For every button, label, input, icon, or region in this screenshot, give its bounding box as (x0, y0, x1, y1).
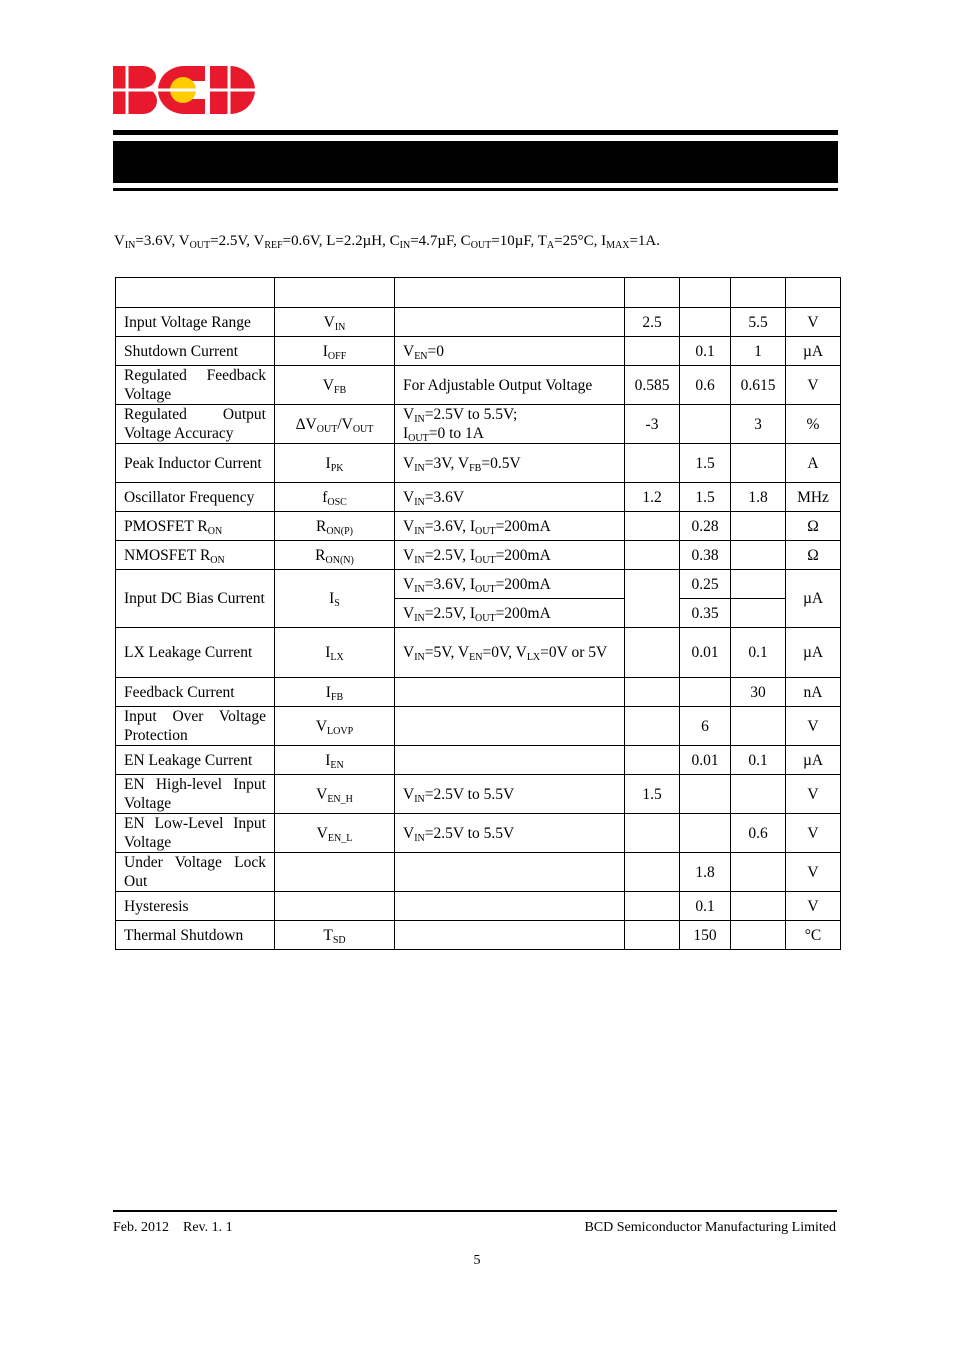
condition-cell: $V_{IN}=2.5V$ to 5.5V (395, 775, 625, 814)
symbol-cell: $R_{ON(N)}$ (275, 541, 395, 570)
subscript: OUT (475, 554, 496, 566)
unit-cell: µA (786, 337, 841, 366)
unit-cell: µA (786, 746, 841, 775)
table-row (116, 366, 841, 405)
max-cell (731, 599, 786, 628)
parameter-cell: EN Low-Level Input Voltage (116, 814, 275, 853)
min-cell: -3 (625, 405, 680, 444)
min-cell (625, 892, 680, 921)
condition-cell: $V_{IN}=2.5V$ to 5.5V (395, 814, 625, 853)
condition-cell: $V_{IN}=2.5V$, $I_{OUT}=200mA$ (395, 541, 625, 570)
parameter-cell: Input Voltage Range (116, 308, 275, 337)
subscript: EN (469, 652, 483, 663)
table-row (116, 921, 841, 950)
subscript: IN (414, 525, 425, 537)
table-row (116, 512, 841, 541)
unit-cell: V (786, 366, 841, 405)
subscript: ON(P) (326, 525, 353, 537)
typ-cell: 150 (680, 921, 731, 950)
table-row (116, 337, 841, 366)
typ-cell (680, 814, 731, 853)
condition-cell: For Adjustable Output Voltage (395, 366, 625, 405)
typ-cell: 6 (680, 707, 731, 746)
subscript: OUT (408, 433, 429, 444)
table-row (116, 775, 841, 814)
symbol-cell: $\Delta V_{OUT}/V_{OUT}$ (275, 405, 395, 444)
subscript: OSC (327, 496, 347, 508)
max-cell (731, 853, 786, 892)
max-cell: 0.615 (731, 366, 786, 405)
subscript: ON (210, 554, 225, 566)
subscript: REF (264, 240, 283, 251)
table-row (116, 628, 841, 678)
subscript: IN (414, 554, 425, 566)
typ-cell: 1.5 (680, 483, 731, 512)
symbol-cell: $I_{LX}$ (275, 628, 395, 678)
min-cell (625, 512, 680, 541)
symbol-cell: $I_{OFF}$ (275, 337, 395, 366)
symbol-cell: $I_{FB}$ (275, 678, 395, 707)
table-row (116, 853, 841, 892)
typ-cell: 0.01 (680, 746, 731, 775)
header-cell (786, 278, 841, 308)
subscript: FB (330, 691, 344, 703)
header-rule-top (113, 130, 838, 135)
condition-cell: $V_{IN}=3V$, $V_{FB}=0.5V$ (395, 444, 625, 483)
subscript: IN (414, 462, 425, 474)
header-cell (395, 278, 625, 308)
subscript: A (546, 240, 555, 251)
header-cell (731, 278, 786, 308)
table-row (116, 405, 841, 444)
unit-cell: V (786, 853, 841, 892)
min-cell (625, 746, 680, 775)
parameter-cell: EN High-level Input Voltage (116, 775, 275, 814)
table-row (116, 570, 841, 599)
min-cell: 2.5 (625, 308, 680, 337)
condition-cell (395, 308, 625, 337)
subscript: IN (334, 321, 346, 333)
symbol-cell: $I_S$ (275, 570, 395, 628)
condition-cell (395, 892, 625, 921)
subscript: OUT (189, 240, 211, 251)
symbol-cell: $I_{EN}$ (275, 746, 395, 775)
subscript: IN (414, 612, 425, 624)
subscript: IN (124, 240, 136, 251)
symbol-cell: $V_{FB}$ (275, 366, 395, 405)
parameter-cell: Regulated Feedback Voltage (116, 366, 275, 405)
subscript: OUT (470, 240, 492, 251)
max-cell (731, 775, 786, 814)
subscript: PK (330, 462, 344, 474)
min-cell (625, 570, 680, 628)
header-cell (116, 278, 275, 308)
max-cell: 0.6 (731, 814, 786, 853)
max-cell (731, 570, 786, 599)
unit-cell: °C (786, 921, 841, 950)
max-cell (731, 444, 786, 483)
symbol-cell: $R_{ON(P)}$ (275, 512, 395, 541)
subscript: OUT (475, 612, 496, 624)
subscript: IN (414, 652, 425, 663)
typ-cell: 0.28 (680, 512, 731, 541)
min-cell (625, 628, 680, 678)
table-row (116, 444, 841, 483)
typ-cell (680, 405, 731, 444)
parameter-cell: Hysteresis (116, 892, 275, 921)
max-cell (731, 512, 786, 541)
subscript: ON(N) (325, 554, 354, 566)
unit-cell: % (786, 405, 841, 444)
min-cell (625, 921, 680, 950)
unit-cell: V (786, 707, 841, 746)
max-cell (731, 541, 786, 570)
min-cell (625, 337, 680, 366)
typ-cell: 1.5 (680, 444, 731, 483)
min-cell (625, 444, 680, 483)
parameter-cell: NMOSFET $R_{ON}$ (116, 541, 275, 570)
typ-cell: 0.25 (680, 570, 731, 599)
typ-cell (680, 678, 731, 707)
max-cell: 0.1 (731, 746, 786, 775)
footer-company: BCD Semiconductor Manufacturing Limited (584, 1220, 836, 1235)
unit-cell: nA (786, 678, 841, 707)
table-header-row (116, 278, 841, 308)
subscript: IN (414, 583, 425, 595)
table-row (116, 892, 841, 921)
subscript: OUT (475, 525, 496, 537)
typ-cell: 0.1 (680, 892, 731, 921)
table-row (116, 678, 841, 707)
subscript: FB (333, 384, 347, 396)
symbol-cell: $T_{SD}$ (275, 921, 395, 950)
unit-cell: V (786, 308, 841, 337)
max-cell: 1.8 (731, 483, 786, 512)
min-cell (625, 853, 680, 892)
header-cell (275, 278, 395, 308)
condition-cell: $V_{IN}=3.6V$ (395, 483, 625, 512)
condition-cell: $V_{IN}=3.6V$, $I_{OUT}=200mA$ (395, 512, 625, 541)
header-cell (680, 278, 731, 308)
subscript: SD (332, 934, 346, 946)
subscript: IN (414, 832, 425, 844)
subscript: S (334, 598, 340, 609)
subscript: EN (414, 350, 428, 362)
symbol-cell: $I_{PK}$ (275, 444, 395, 483)
condition-cell (395, 853, 625, 892)
subscript: IN (399, 240, 411, 251)
electrical-characteristics-table (115, 277, 841, 950)
condition-cell: $V_{EN}=0$ (395, 337, 625, 366)
condition-cell: $V_{IN}=5V$, $V_{EN}=0V$, $V_{LX}=0V$ or 5V (395, 628, 625, 678)
unit-cell: A (786, 444, 841, 483)
subscript: OUT (352, 423, 374, 435)
parameter-cell: EN Leakage Current (116, 746, 275, 775)
symbol-cell: $V_{EN\_L}$ (275, 814, 395, 853)
subscript: EN_H (327, 793, 353, 805)
max-cell (731, 892, 786, 921)
table-row (116, 483, 841, 512)
symbol-cell (275, 853, 395, 892)
footer-date: Feb. 2012 Rev. 1. 1 (113, 1220, 233, 1235)
symbol-cell: $V_{LOVP}$ (275, 707, 395, 746)
max-cell (731, 707, 786, 746)
condition-cell: $V_{IN}=2.5V$ to 5.5V; $I_{OUT}=0$ to 1A (395, 405, 625, 444)
max-cell: 5.5 (731, 308, 786, 337)
parameter-cell: Input DC Bias Current (116, 570, 275, 628)
table-row (116, 814, 841, 853)
subscript: IN (414, 414, 425, 425)
typ-cell: 1.8 (680, 853, 731, 892)
condition-cell: $V_{IN}=3.6V$, $I_{OUT}=200mA$ (395, 570, 625, 599)
subscript: IN (414, 496, 425, 508)
unit-cell: µA (786, 570, 841, 628)
max-cell: 0.1 (731, 628, 786, 678)
test-conditions: $V_{IN}=3.6V$, $V_{OUT}=2.5V$, $V_{REF}=0.6V$, L=2.2µH, $C_{IN}=4.7\mu F$, $C_{OUT}=10\mu F$, $T_A=25^\circ C$, $I_{MAX}=1A$. (114, 233, 660, 251)
unit-cell: Ω (786, 541, 841, 570)
typ-cell: 0.01 (680, 628, 731, 678)
subscript: LX (330, 652, 344, 663)
table-row (116, 746, 841, 775)
title-bar (113, 141, 838, 183)
unit-cell: Ω (786, 512, 841, 541)
subscript: OUT (316, 423, 338, 435)
condition-cell (395, 921, 625, 950)
parameter-cell: Shutdown Current (116, 337, 275, 366)
table-row (116, 541, 841, 570)
parameter-cell: Feedback Current (116, 678, 275, 707)
symbol-cell: $f_{OSC}$ (275, 483, 395, 512)
typ-cell (680, 308, 731, 337)
parameter-cell: Oscillator Frequency (116, 483, 275, 512)
parameter-cell: Input Over Voltage Protection (116, 707, 275, 746)
max-cell: 1 (731, 337, 786, 366)
subscript: LX (526, 652, 541, 663)
max-cell: 3 (731, 405, 786, 444)
parameter-cell: Peak Inductor Current (116, 444, 275, 483)
max-cell (731, 921, 786, 950)
typ-cell: 0.6 (680, 366, 731, 405)
header-cell (625, 278, 680, 308)
min-cell: 1.2 (625, 483, 680, 512)
subscript: LOVP (327, 725, 354, 737)
subscript: IN (414, 793, 425, 805)
condition-cell (395, 746, 625, 775)
parameter-cell: PMOSFET $R_{ON}$ (116, 512, 275, 541)
table-row (116, 308, 841, 337)
min-cell: 0.585 (625, 366, 680, 405)
max-cell: 30 (731, 678, 786, 707)
unit-cell: V (786, 775, 841, 814)
condition-cell: $V_{IN}=2.5V$, $I_{OUT}=200mA$ (395, 599, 625, 628)
page-number: 5 (473, 1253, 481, 1268)
min-cell (625, 814, 680, 853)
typ-cell: 0.38 (680, 541, 731, 570)
typ-cell: 0.1 (680, 337, 731, 366)
unit-cell: µA (786, 628, 841, 678)
typ-cell (680, 775, 731, 814)
unit-cell: V (786, 892, 841, 921)
header-rule-bottom (113, 188, 838, 191)
unit-cell: MHz (786, 483, 841, 512)
subscript: FB (469, 462, 482, 474)
parameter-cell: Under Voltage Lock Out (116, 853, 275, 892)
condition-cell (395, 707, 625, 746)
subscript: EN (330, 759, 344, 771)
typ-cell: 0.35 (680, 599, 731, 628)
footer-rule (113, 1210, 837, 1212)
condition-cell (395, 678, 625, 707)
symbol-cell: $V_{EN\_H}$ (275, 775, 395, 814)
subscript: EN_L (327, 832, 353, 844)
min-cell: 1.5 (625, 775, 680, 814)
subscript: ON (207, 525, 223, 537)
parameter-cell: Regulated Output Voltage Accuracy (116, 405, 275, 444)
parameter-cell: LX Leakage Current (116, 628, 275, 678)
min-cell (625, 541, 680, 570)
subscript: OUT (475, 583, 496, 595)
symbol-cell (275, 892, 395, 921)
parameter-cell: Thermal Shutdown (116, 921, 275, 950)
table-row (116, 707, 841, 746)
subscript: MAX (606, 240, 630, 251)
min-cell (625, 678, 680, 707)
subscript: OFF (327, 350, 347, 362)
bcd-logo (113, 66, 255, 114)
min-cell (625, 707, 680, 746)
unit-cell: V (786, 814, 841, 853)
symbol-cell: $V_{IN}$ (275, 308, 395, 337)
